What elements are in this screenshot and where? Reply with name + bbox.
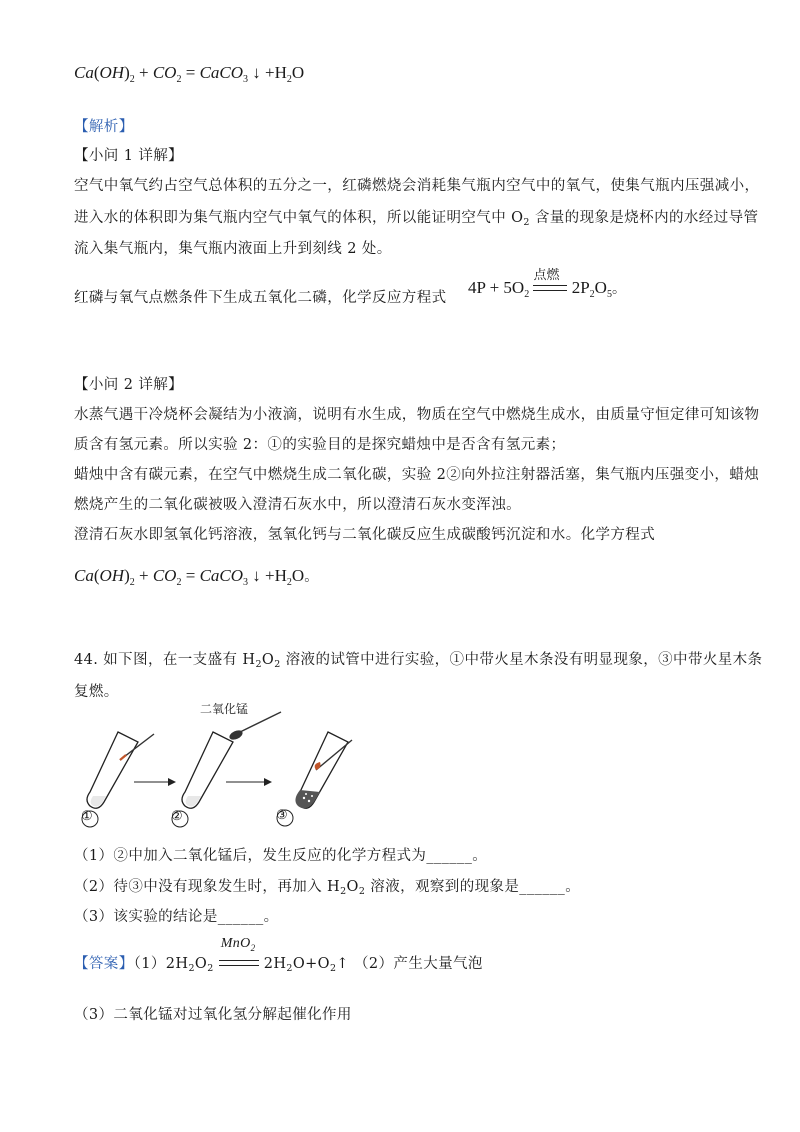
answer-2: （2）产生大量气泡 <box>354 956 483 972</box>
equation-phosphorus: $4P + 5O_2$ 点燃 $2P_2O_5$。 <box>468 278 626 300</box>
equation-top: $Ca(OH)_2 + CO_2$ = CaCO$_3$ ↓ $+H_2O$ <box>74 63 305 85</box>
test-tubes-diagram <box>76 702 376 832</box>
tube-label-1: ① <box>81 809 93 824</box>
answer-row: 【答案】$(1)2H_2O_2$ MnO$_2$ $2H_2O+O_2↑$ <box>74 936 349 974</box>
q2-line-1: 水蒸气遇干冷烧杯会凝结为小液滴，说明有水生成，物质在空气中燃烧生成水，由质量守恒定律可知该物 <box>74 407 760 423</box>
mno2-spoon <box>228 728 244 741</box>
experiment-figure <box>76 702 376 832</box>
sub-question-3: （3）该实验的结论是______。 <box>74 909 279 925</box>
q2-line-3: 蜡烛中含有碳元素，在空气中燃烧生成二氧化碳，实验 2②向外拉注射器活塞，集气瓶内压强变小，蜡烛 <box>74 467 760 483</box>
q1-line-3: 流入集气瓶内，集气瓶内液面上升到刻线 2 处。 <box>74 241 392 257</box>
mno2-label: 二氧化锰 <box>200 702 249 716</box>
q2-line-5: 澄清石灰水即氢氧化钙溶液，氢氧化钙与二氧化碳反应生成碳酸钙沉淀和水。化学方程式 <box>74 527 656 543</box>
tube-label-2: ② <box>171 809 183 824</box>
sub-question-2: （2）待③中没有现象发生时，再加入 $H_2O_2$ 溶液，观察到的现象是______。 <box>74 879 581 897</box>
q1-reaction-text: 红磷与氧气点燃条件下生成五氧化二磷，化学反应方程式 <box>74 290 447 306</box>
equation-limewater: $Ca(OH)_2 + CO_2$ = CaCO$_3$ ↓ $+H_2O$。 <box>74 566 319 588</box>
q1-line-2: 进入水的体积即为集气瓶内空气中氧气的体积，所以能证明空气中 $O_2$ 含量的现象是烧杯内的水经过导管 <box>74 210 759 228</box>
question-44-stem-line-2: 复燃。 <box>74 684 119 700</box>
q1-heading: 【小问 1 详解】 <box>74 148 184 164</box>
tube-label-3: ③ <box>276 808 288 823</box>
q2-heading: 【小问 2 详解】 <box>74 377 184 393</box>
arrow-1 <box>134 778 176 786</box>
test-tube-1 <box>87 732 154 808</box>
test-tube-2 <box>182 712 281 808</box>
q1-line-1: 空气中氧气约占空气总体积的五分之一，红磷燃烧会消耗集气瓶内空气中的氧气，使集气瓶内压强减小， <box>74 178 760 194</box>
answer-3: （3）二氧化锰对过氧化氢分解起催化作用 <box>74 1007 352 1023</box>
catalyst-condition: MnO$_2$ <box>220 936 256 953</box>
sub-question-1: （1）②中加入二氧化锰后，发生反应的化学方程式为______。 <box>74 848 488 864</box>
answer-label: 【答案】 <box>74 956 134 972</box>
test-tube-3 <box>295 732 352 808</box>
condition-ignite: 点燃 <box>533 267 560 283</box>
analysis-label: 【解析】 <box>74 119 134 135</box>
q2-line-2: 质含有氢元素。所以实验 2：①的实验目的是探究蜡烛中是否含有氢元素； <box>74 437 566 453</box>
question-44-stem: 44. 如下图，在一支盛有 $H_2O_2$ 溶液的试管中进行实验，①中带火星木条没有明显现象，③中带火星木条 <box>74 652 763 670</box>
q2-line-4: 燃烧产生的二氧化碳被吸入澄清石灰水中，所以澄清石灰水变浑浊。 <box>74 497 521 513</box>
arrow-2 <box>226 778 272 786</box>
